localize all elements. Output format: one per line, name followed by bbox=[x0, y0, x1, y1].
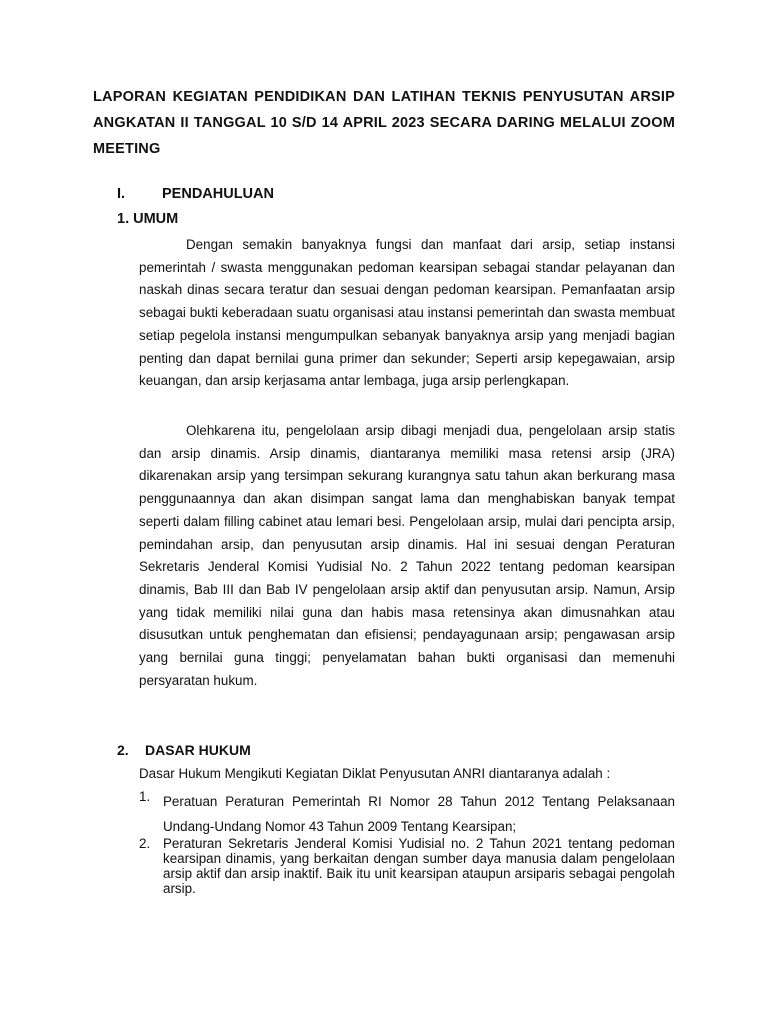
list-item bbox=[139, 836, 675, 896]
section-number: I. bbox=[117, 186, 126, 202]
list-item-text: Peraturan Sekretaris Jenderal Komisi Yudisial no. 2 Tahun 2021 tentang pedoman kearsipan dinamis, yang berkaitan dengan sumber daya manusia dalam pengelolaan arsip aktif dan arsip inaktif. Baik itu unit kearsipan ataupun arsiparis sebagai pengolah arsip. bbox=[163, 836, 675, 896]
document-title: LAPORAN KEGIATAN PENDIDIKAN DAN LATIHAN TEKNIS PENYUSUTAN ARSIP ANGKATAN II TANGGAL 10 S/D 14 APRIL 2023 SECARA DARING MELALUI ZOOM MEETING bbox=[93, 89, 675, 157]
subsection-heading-dasar-hukum: DASAR HUKUM bbox=[145, 742, 251, 758]
paragraph: Olehkarena itu, pengelolaan arsip dibagi menjadi dua, pengelolaan arsip statis dan arsip dinamis. Arsip dinamis, diantaranya memiliki masa retensi arsip (JRA) dikarenakan arsip yang tersimpan sekurang kurangnya satu tahun akan berkurang masa penggunaannya dan akan disimpan sangat lama dan menghabiskan banyak tempat seperti dalam filling cabinet atau lemari besi. Pengelolaan arsip, mulai dari pencipta arsip, pemindahan arsip, dan penyusutan arsip dinamis. Hal ini sesuai dengan Peraturan Sekretaris Jenderal Komisi Yudisial No. 2 Tahun 2022 tentang pedoman kearsipan dinamis, Bab III dan Bab IV pengelolaan arsip aktif dan penyusutan arsip. Namun, Arsip yang tidak memiliki nilai guna dan habis masa retensinya akan dimusnahkan atau disusutkan untuk penghematan dan efisiensi; pendayagunaan arsip; pengawasan arsip yang bernilai guna tinggi; penyelamatan bahan bukti organisasi dan memenuhi persyaratan hukum. bbox=[139, 423, 675, 688]
list-item-number: 1. bbox=[139, 789, 151, 804]
list-item bbox=[139, 789, 675, 839]
legal-basis-intro: Dasar Hukum Mengikuti Kegiatan Diklat Penyusutan ANRI diantaranya adalah : bbox=[139, 766, 611, 781]
subsection-heading-umum: 1. UMUM bbox=[117, 211, 179, 227]
section-heading: PENDAHULUAN bbox=[162, 186, 274, 202]
subsection-number: 2. bbox=[117, 742, 129, 758]
list-item-text: Peratuan Peraturan Pemerintah RI Nomor 28 Tahun 2012 Tentang Pelaksanaan Undang-Undang Nomor 43 Tahun 2009 Tentang Kearsipan; bbox=[163, 794, 675, 834]
paragraph: Dengan semakin banyaknya fungsi dan manfaat dari arsip, setiap instansi pemerintah / swasta menggunakan pedoman kearsipan sebagai standar pelayanan dan naskah dinas secara teratur dan sesuai dengan pedoman kearsipan. Pemanfaatan arsip sebagai bukti keberadaan suatu organisasi atau instansi pemerintah dan swasta membuat setiap pegelola instansi mengumpulkan sebanyak banyaknya arsip yang menjadi bagian penting dan dapat bernilai guna primer dan sekunder; Seperti arsip kepegawaian, arsip keuangan, dan arsip kerjasama antar lembaga, juga arsip perlengkapan. bbox=[139, 237, 675, 389]
list-item-number: 2. bbox=[139, 836, 151, 851]
